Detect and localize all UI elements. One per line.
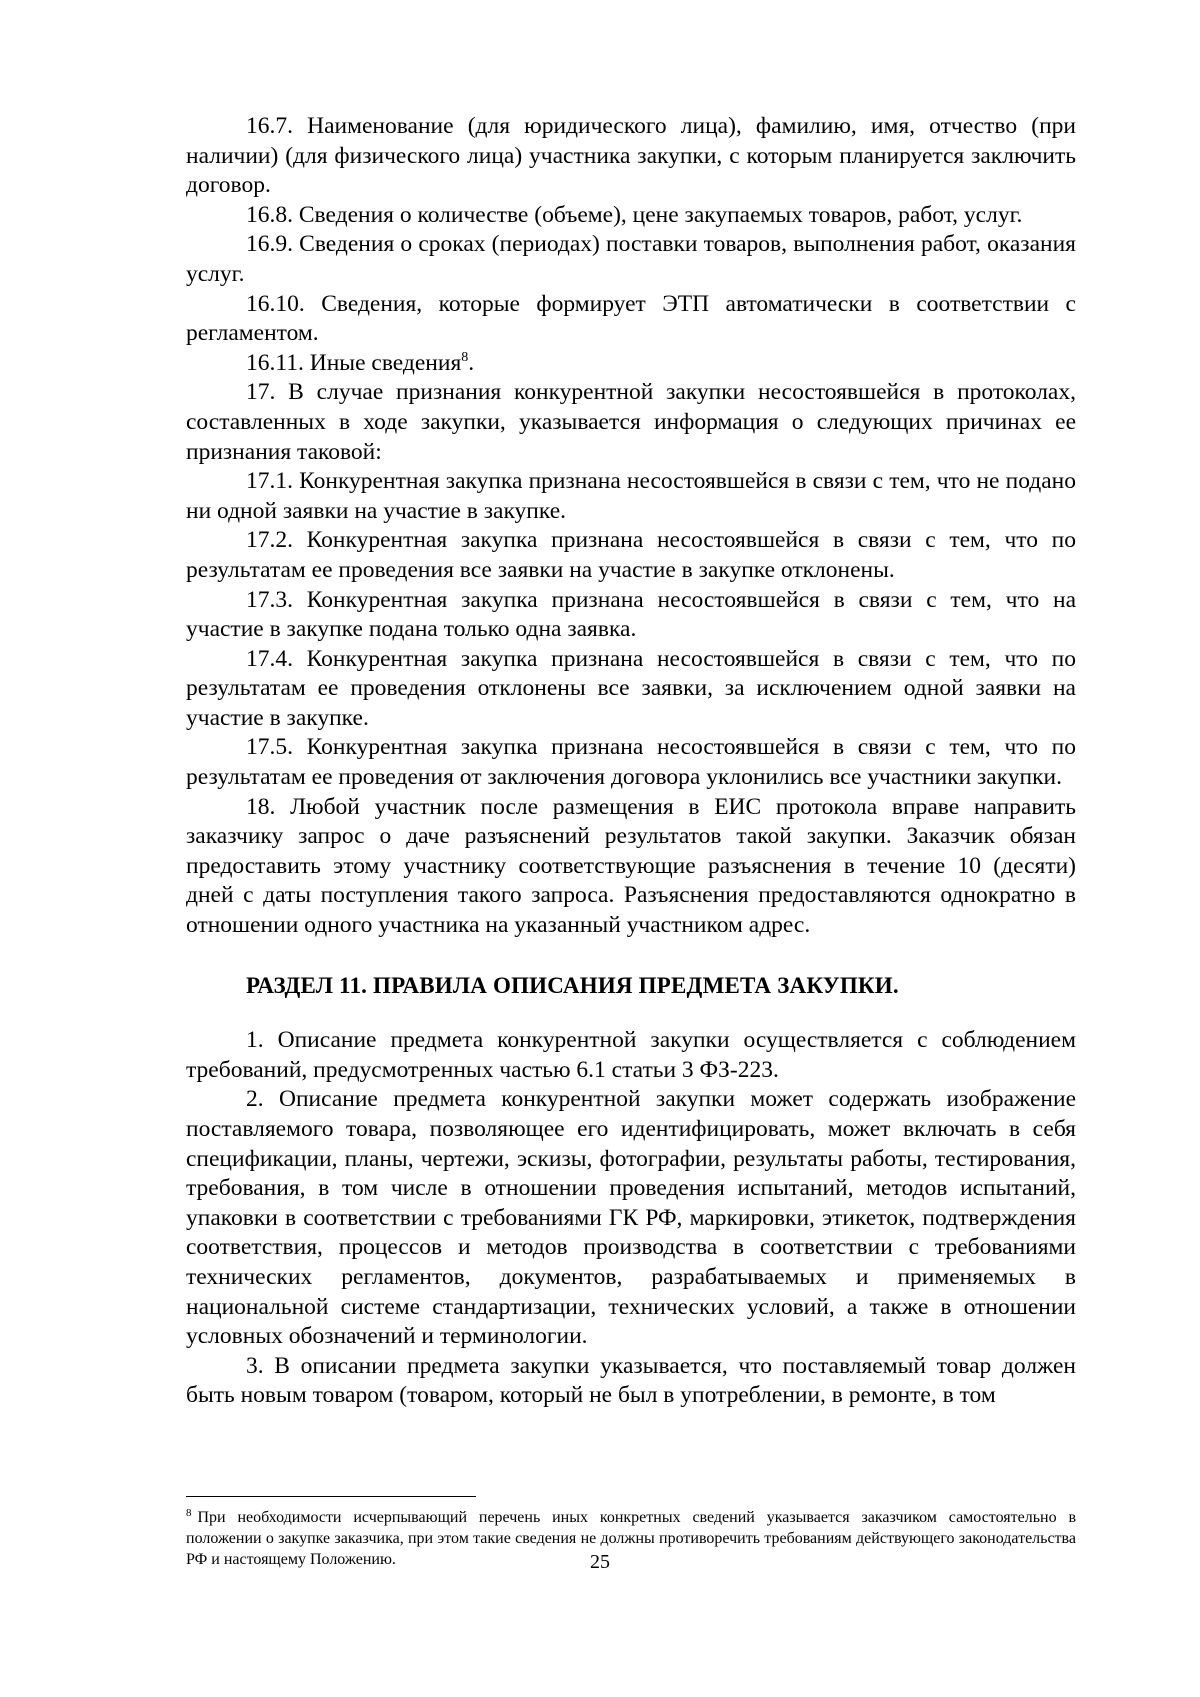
section-paragraph-1: 1. Описание предмета конкурентной закупки осуществляется с соблюдением требований, предусмотренных частью 6.1 статьи 3 ФЗ-223. bbox=[186, 1027, 1076, 1083]
paragraph-16-10: 16.10. Сведения, которые формирует ЭТП автоматически в соответствии с регламентом. bbox=[186, 290, 1076, 347]
paragraph-17: 17. В случае признания конкурентной закупки несостоявшейся в протоколах, составленных в ходе закупки, указывается информация о следующих причинах ее признания таковой: bbox=[186, 379, 1076, 465]
paragraph-17-3: 17.3. Конкурентная закупка признана несостоявшейся в связи с тем, что на участие в закупке подана только одна заявка. bbox=[186, 586, 1076, 643]
paragraph-16-11-tail: . bbox=[468, 349, 475, 376]
footnote-separator bbox=[186, 1496, 476, 1497]
paragraph-17-1: 17.1. Конкурентная закупка признана несостоявшейся в связи с тем, что не подано ни одной заявки на участие в закупке. bbox=[186, 468, 1076, 524]
section-paragraph-3: 3. В описании предмета закупки указывается, что поставляемый товар должен быть новым товаром (товаром, который не был в употреблении, в ремонте, в том bbox=[186, 1352, 1076, 1409]
footnote-text: При необходимости исчерпывающий перечень иных конкретных сведений указывается заказчиком самостоятельно в положении о закупке заказчика, при этом такие сведения не должны противоречить требованиям действующего законодательства РФ и настоящему Положению. bbox=[186, 1509, 1076, 1568]
paragraph-16-8: 16.8. Сведения о количестве (объеме), цене закупаемых товаров, работ, услуг. bbox=[246, 201, 1023, 228]
footnote-reference[interactable]: 8 bbox=[461, 349, 469, 365]
paragraph-16-11-text: 16.11. Иные сведения bbox=[246, 349, 462, 376]
section-heading: РАЗДЕЛ 11. ПРАВИЛА ОПИСАНИЯ ПРЕДМЕТА ЗАКУПКИ. bbox=[246, 972, 899, 998]
paragraph-16-9: 16.9. Сведения о сроках (периодах) поставки товаров, выполнения работ, оказания услуг. bbox=[186, 231, 1076, 287]
paragraph-17-4: 17.4. Конкурентная закупка признана несостоявшейся в связи с тем, что по результатам ее проведения отклонены все заявки, за исключением одной заявки на участие в закупке. bbox=[186, 645, 1076, 731]
footnote-mark: 8 bbox=[186, 1506, 192, 1519]
paragraph-17-5: 17.5. Конкурентная закупка признана несостоявшейся в связи с тем, что по результатам ее проведения от заключения договора уклонились все участники закупки. bbox=[186, 734, 1076, 791]
paragraph-18: 18. Любой участник после размещения в ЕИС протокола вправе направить заказчику запрос о даче разъяснений результатов такой закупки. Заказчик обязан предоставить этому участнику соответствующие разъяснения в течение 10 (десяти) дней с даты поступления такого запроса. Разъяснения предоставляются однократно в отношении одного участника на указанный участником адрес. bbox=[186, 793, 1076, 939]
main-text bbox=[186, 112, 1076, 1411]
paragraph-16-11 bbox=[186, 349, 1076, 379]
section-paragraph-2: 2. Описание предмета конкурентной закупки может содержать изображение поставляемого товара, позволяющее его идентифицировать, может включать в себя спецификации, планы, чертежи, эскизы, фотографии, результаты работы, тестирования, требования, в том числе в отношении проведения испытаний, методов испытаний, упаковки в соответствии с требованиями ГК РФ, маркировки, этикеток, подтверждения соответствия, процессов и методов производства в соответствии с требованиями технических регламентов, документов, разрабатываемых и применяемых в национальной системе стандартизации, технических условий, а также в отношении условных обозначений и терминологии. bbox=[186, 1086, 1076, 1350]
paragraph-16-7: 16.7. Наименование (для юридического лица), фамилию, имя, отчество (при наличии) (для физического лица) участника закупки, с которым планируется заключить договор. bbox=[186, 113, 1076, 199]
paragraph-17-2: 17.2. Конкурентная закупка признана несостоявшейся в связи с тем, что по результатам ее проведения все заявки на участие в закупке отклонены. bbox=[186, 527, 1076, 583]
page-number: 25 bbox=[590, 1551, 610, 1573]
